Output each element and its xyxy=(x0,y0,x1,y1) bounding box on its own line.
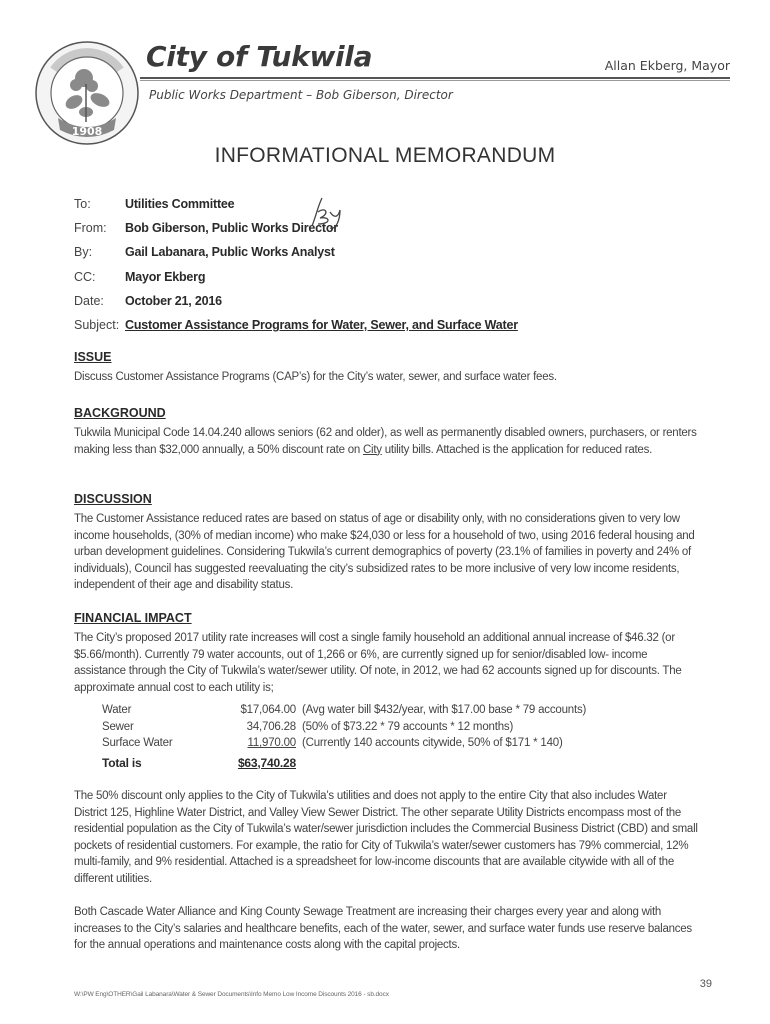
page-number: 39 xyxy=(699,978,712,990)
memo-header xyxy=(74,197,714,342)
cost-label: Sewer xyxy=(102,720,134,733)
discussion-text: The Customer Assistance reduced rates are based on status of age or disability only, with no considerations given to very low income households, (30% of median income) who make $24,030 or less for a household of two, using 2016 federal housing and urban development guidelines. Considering Tukwila’s current demographics of poverty (23.1% of families in poverty and 24% of individuals), Council has suggested reevaluating the city’s subsidized rates to be more inclusive of very low income residents, independent of their age and disability status. xyxy=(74,513,695,591)
cost-table xyxy=(102,704,662,776)
financial-text-2: The 50% discount only applies to the City of Tukwila’s utilities and does not apply to the entire City that also includes Water District 125, Highline Water District, and Valley View Sewer District. The other separate Utility Districts encompass most of the residential population as the City of Tukwila’s water/sewer jurisdiction includes the Commercial Business District (CBD) and small pockets of residential customers. For example, the ratio for City of Tukwila’s water/sewer customers has 79% commercial, 12% multi-family, and 9% residential. Attached is a spreadsheet for low-income discounts that are available citywide with all of the different utilities. xyxy=(74,790,698,885)
header-value: Utilities Committee xyxy=(125,197,235,211)
header-value: Gail Labanara, Public Works Analyst xyxy=(125,245,335,260)
cost-label: Water xyxy=(102,704,132,716)
background-text-a: Tukwila Municipal Code 14.04.240 allows seniors (62 and older), as well as permanently disabled owners, purchasers, or renters making less than $32,000 annually, a 50% discount rate on xyxy=(74,427,697,456)
issue-text: Discuss Customer Assistance Programs (CAP’s) for the City’s water, sewer, and surface water fees. xyxy=(74,371,557,383)
department-line: Public Works Department – Bob Giberson, Director xyxy=(149,88,453,102)
header-date xyxy=(74,294,714,318)
city-name: City of Tukwila xyxy=(146,40,373,73)
city-seal-logo xyxy=(34,40,140,146)
financial-text-3: Both Cascade Water Alliance and King County Sewage Treatment are increasing their charges every year and along with increases to the City’s salaries and healthcare benefits, each of the water, sewer, and surface water funds use reserve balances for the annual operations and maintenance costs along with the capital projects. xyxy=(74,906,692,951)
header-label: From: xyxy=(74,221,107,236)
financial-heading: FINANCIAL IMPACT xyxy=(74,611,192,625)
svg-text:1908: 1908 xyxy=(71,125,103,138)
cost-note: (Avg water bill $432/year, with $17.00 base * 79 accounts) xyxy=(302,704,587,716)
header-label: By: xyxy=(74,245,93,260)
header-label: To: xyxy=(74,197,91,211)
financial-text: The City’s proposed 2017 utility rate increases will cost a single family household an additional annual increase of $46.32 (or $5.66/month). Currently 79 water accounts, out of 1,266 or 6%, are currently signed up for senior/disabled low- income assistance through the City of Tukwila’s water/sewer utility. Of note, in 2012, we had 62 accounts signed up for discounts. The approximate annual cost to each utility is; xyxy=(74,632,682,694)
discussion-heading: DISCUSSION xyxy=(74,492,152,506)
background-text-b: utility bills. Attached is the application for reduced rates. xyxy=(381,443,653,456)
cost-row-water xyxy=(102,704,662,721)
cost-label: Surface Water xyxy=(102,737,173,749)
cost-amount: 11,970.00 xyxy=(247,737,296,749)
cost-row-total xyxy=(102,756,662,776)
issue-heading: ISSUE xyxy=(74,350,112,364)
header-value: Mayor Ekberg xyxy=(125,269,206,284)
background-text xyxy=(74,425,700,458)
cost-amount: $17,064.00 xyxy=(240,704,296,716)
mayor-name: Allan Ekberg, Mayor xyxy=(604,58,730,73)
letterhead-rule-thin xyxy=(140,80,730,81)
cost-amount: 34,706.28 xyxy=(246,720,296,733)
handwritten-initials-signature xyxy=(306,192,346,232)
header-value: October 21, 2016 xyxy=(125,293,222,308)
header-label: CC: xyxy=(74,269,96,284)
header-value: Customer Assistance Programs for Water, Sewer, and Surface Water xyxy=(125,317,518,332)
header-label: Subject: xyxy=(74,317,120,332)
total-label: Total is xyxy=(102,755,142,770)
background-heading: BACKGROUND xyxy=(74,406,166,420)
total-amount: $63,740.28 xyxy=(237,755,296,770)
cost-row-sewer xyxy=(102,721,662,738)
memo-title: INFORMATIONAL MEMORANDUM xyxy=(214,144,556,167)
header-by xyxy=(74,245,714,269)
header-label: Date: xyxy=(74,293,104,308)
header-subject xyxy=(74,318,714,342)
cost-note: (50% of $73.22 * 79 accounts * 12 months) xyxy=(302,720,514,733)
file-path-footer: W:\PW Eng\OTHER\Gail Labanara\Water & Sewer Documents\Info Memo Low Income Discounts 2016 - sb.docx xyxy=(74,991,389,998)
header-cc xyxy=(74,270,714,294)
cost-note: (Currently 140 accounts citywide, 50% of $171 * 140) xyxy=(302,737,563,749)
cost-row-surface-water xyxy=(102,737,662,754)
header-from xyxy=(74,221,714,245)
header-value: Bob Giberson, Public Works Director xyxy=(125,221,338,236)
header-to xyxy=(74,197,714,221)
background-text-city: City xyxy=(362,443,382,456)
letterhead-rule xyxy=(140,77,730,79)
